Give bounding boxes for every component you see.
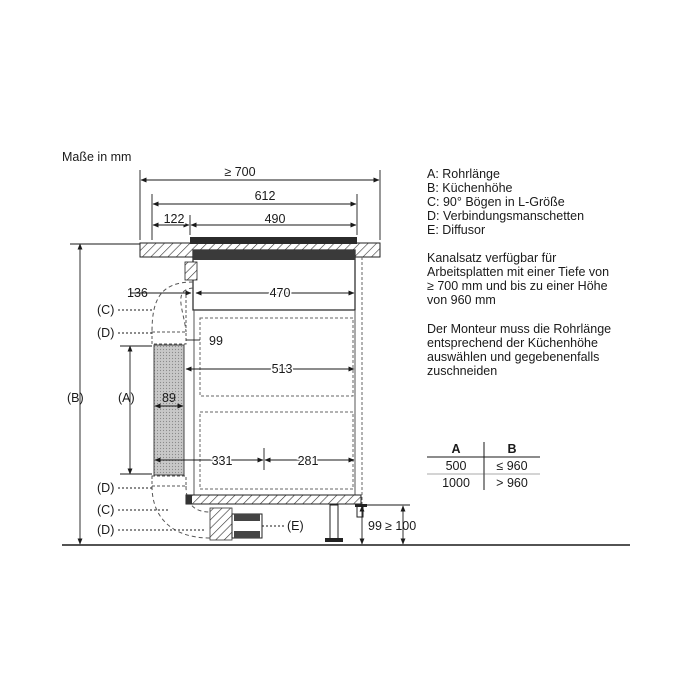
- dim-overall-width: ≥ 700: [224, 165, 256, 179]
- legend: [427, 167, 584, 237]
- note-line: auswählen und gegebenenfalls: [427, 350, 600, 364]
- dim-99-foot: 99: [368, 519, 382, 533]
- marker-a: (A): [118, 391, 135, 405]
- table-cell: 1000: [442, 476, 470, 490]
- dim-470: 470: [269, 286, 291, 300]
- note-line: entsprechend der Küchenhöhe: [427, 336, 598, 350]
- dim-612: 612: [254, 189, 276, 203]
- mounting-block: [185, 262, 197, 280]
- table-cell: ≤ 960: [496, 459, 528, 473]
- size-table: [427, 442, 540, 490]
- marker-b: (B): [67, 391, 84, 405]
- note-installer: [427, 322, 611, 378]
- dim-99-top: 99: [209, 334, 223, 348]
- dim-100: ≥ 100: [385, 519, 417, 533]
- table-header-a: A: [451, 442, 461, 456]
- note-line: Kanalsatz verfügbar für: [427, 251, 557, 265]
- vertical-duct: [154, 345, 184, 475]
- dim-490: 490: [264, 212, 286, 226]
- cooktop-plate: [190, 237, 357, 244]
- dimension-lines: [70, 170, 410, 544]
- foot: [330, 505, 338, 540]
- note-line: Der Monteur muss die Rohrlänge: [427, 322, 612, 336]
- plinth: [186, 495, 361, 504]
- table-header-b: B: [507, 442, 517, 456]
- marker-c-bot: (C): [97, 503, 115, 517]
- dim-331: 331: [211, 454, 233, 468]
- note-line: von 960 mm: [427, 293, 496, 307]
- dim-513: 513: [271, 362, 293, 376]
- note-line: Arbeitsplatten mit einer Tiefe von: [427, 265, 610, 279]
- marker-c-top: (C): [97, 303, 115, 317]
- table-cell: > 960: [496, 476, 528, 490]
- legend-item: E: Diffusor: [427, 223, 486, 237]
- legend-item: D: Verbindungsmanschetten: [427, 209, 585, 223]
- legend-item: C: 90° Bögen in L-Größe: [427, 195, 565, 209]
- marker-e: (E): [287, 519, 304, 533]
- note-line: ≥ 700 mm und bis zu einer Höhe: [427, 279, 608, 293]
- note-line: zuschneiden: [427, 364, 498, 378]
- table-cell: 500: [445, 459, 467, 473]
- legend-item: B: Küchenhöhe: [427, 181, 513, 195]
- dim-89: 89: [162, 391, 176, 405]
- legend-item: A: Rohrlänge: [427, 167, 500, 181]
- dim-281: 281: [297, 454, 319, 468]
- note-kit: [427, 251, 609, 307]
- marker-d-top: (D): [97, 326, 115, 340]
- marker-d-bot: (D): [97, 523, 115, 537]
- dim-122: 122: [163, 212, 185, 226]
- unit-label: Maße in mm: [62, 150, 132, 164]
- marker-d-mid: (D): [97, 481, 115, 495]
- dim-136: 136: [127, 286, 148, 300]
